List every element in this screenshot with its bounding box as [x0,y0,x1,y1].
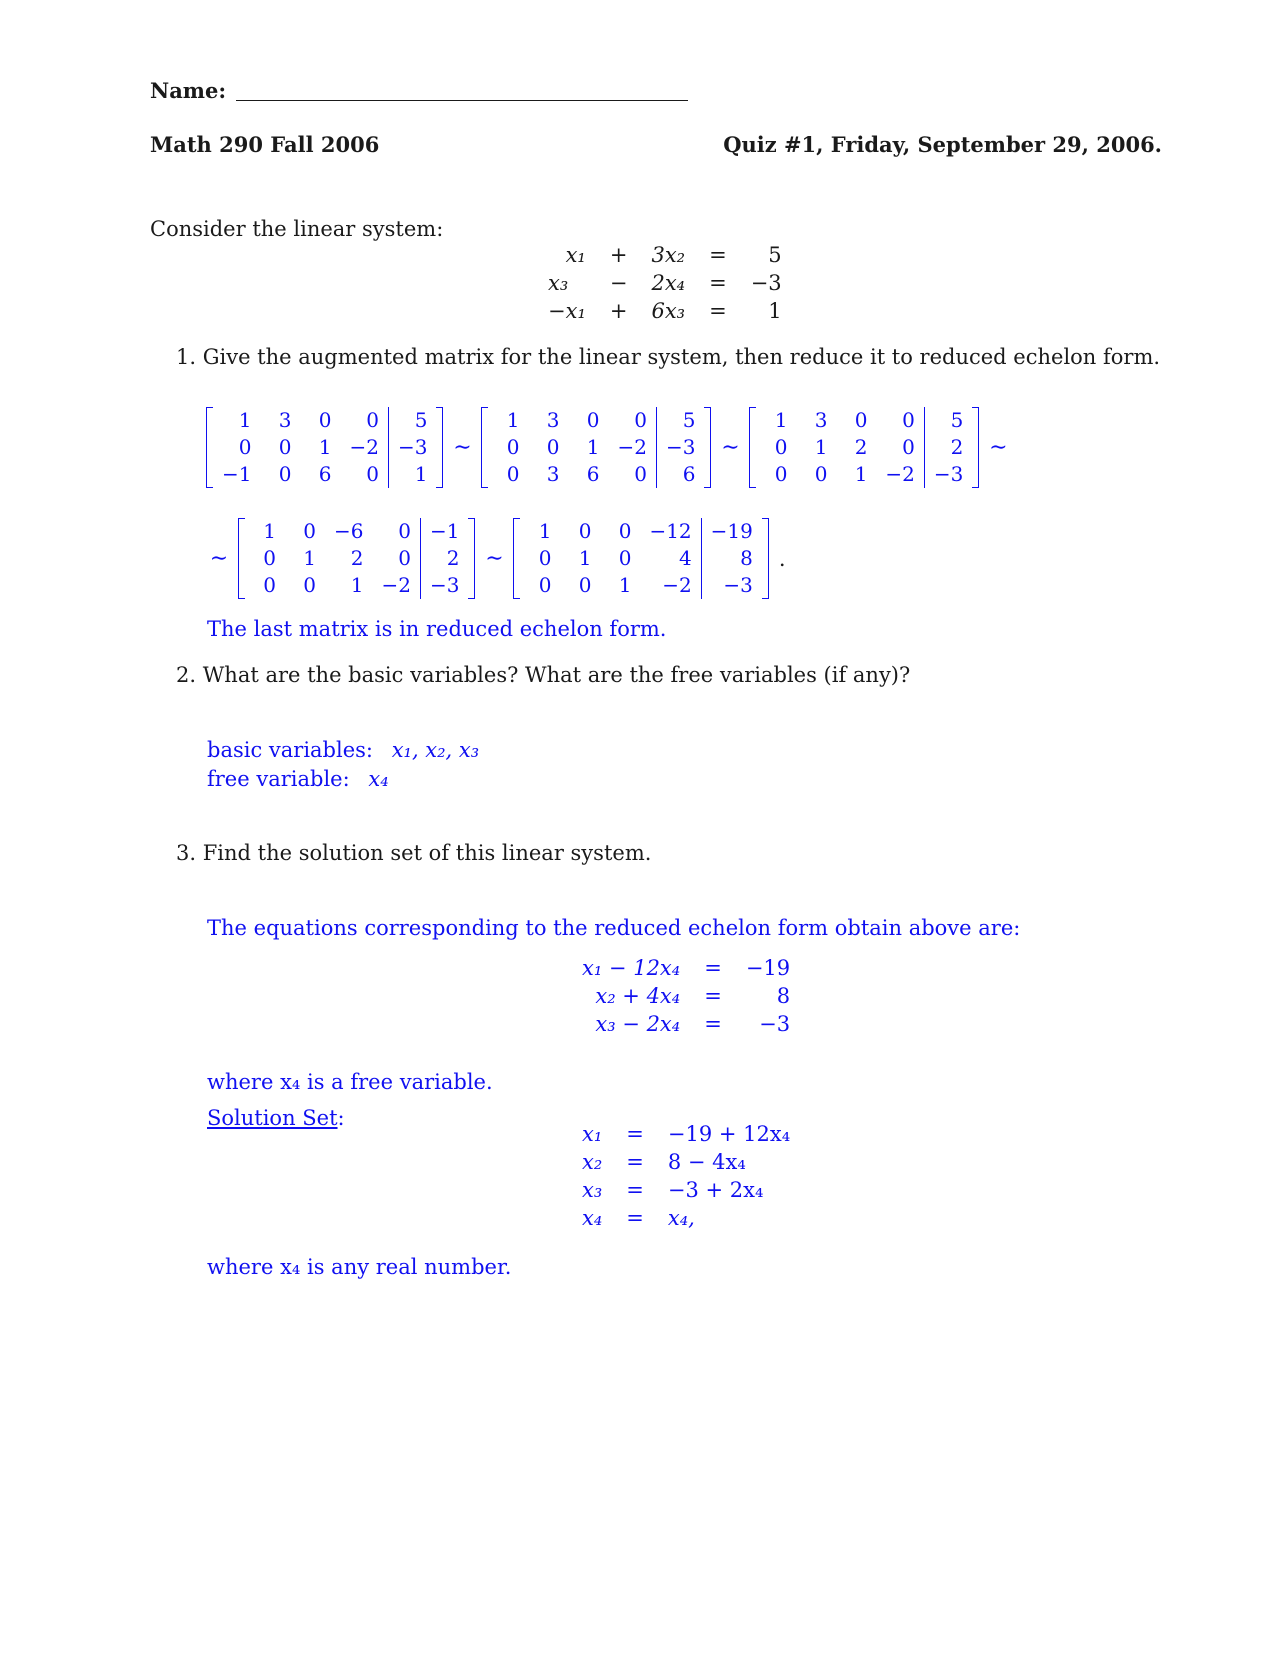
matrix-entry: −2 [340,434,388,461]
matrix-entry: 0 [238,435,252,459]
matrix-entry: 5 [950,408,964,432]
matrix-entry: 0 [303,519,316,543]
matrix-entry: 0 [876,434,924,461]
matrix-entry: 1 [538,519,552,543]
matrix-entry: −2 [608,434,656,461]
matrix-entry: −19 [710,519,753,543]
system-row [536,241,794,269]
matrix-row-2 [200,518,786,599]
solution-row: x₁ = −19 + 12x₄ [582,1122,791,1146]
system-rhs: 1 [768,299,782,323]
matrix-entry: 6 [586,462,600,486]
matrix-entry: 1 [774,408,788,432]
matrix-entry: 1 [814,435,828,459]
system-term: 6x₃ [651,299,686,323]
right-bracket [972,407,979,488]
matrix-entry: 2 [854,435,868,459]
solution-set-heading [207,1106,345,1130]
matrix-entry: 0 [506,462,520,486]
matrix-entry: 0 [340,461,388,488]
matrix-entry: 1 [586,435,600,459]
right-bracket [468,518,475,599]
matrix-entry: −1 [429,519,460,543]
matrix-entry: 3 [814,408,828,432]
matrix-entry: 0 [578,573,592,597]
matrix-entry: −3 [665,435,696,459]
matrix-entry: 0 [506,435,520,459]
matrix-entry: −2 [876,461,924,488]
name-label: Name: [150,78,227,103]
matrix-entry: 1 [578,546,592,570]
matrix-entry: −3 [723,573,753,597]
question-1-answer: The last matrix is in reduced echelon form. [207,617,667,641]
system-op: − [609,271,628,295]
matrix-entry: 0 [340,407,388,434]
period: . [778,546,786,571]
course-title: Math 290 Fall 2006 [150,132,380,157]
matrix-entry: 0 [303,573,316,597]
matrix-entry: 0 [608,461,656,488]
row-reduced-matrix [238,518,475,599]
matrix-entry: −3 [397,435,428,459]
system-eq: = [709,271,727,295]
row-equivalent-symbol: ∼ [721,435,740,460]
system-op: + [609,243,628,267]
matrix-entry: 1 [618,573,632,597]
matrix-entry: 0 [278,435,292,459]
solution-set-label: Solution Set [207,1106,338,1130]
system-term: −x₁ [548,299,586,323]
system-rhs: 5 [768,243,782,267]
matrix-entry: 0 [263,546,276,570]
matrix-entry: 1 [238,408,252,432]
left-bracket [481,407,488,488]
system-term: 2x₄ [651,271,686,295]
system-rhs: −3 [750,271,782,295]
left-bracket [238,518,245,599]
equation-row: x₁ − 12x₄ = −19 [582,956,791,980]
matrix-entry: 1 [506,408,520,432]
row-equivalent-symbol: ∼ [989,435,1008,460]
matrix-entry: 0 [372,518,420,545]
question-2-prompt: 2. What are the basic variables? What are the free variables (if any)? [176,663,911,687]
reduced-echelon-matrix [513,518,768,599]
row-equivalent-symbol: ∼ [209,546,229,571]
system-op: + [609,299,628,323]
quiz-title: Quiz #1, Friday, September 29, 2006. [723,132,1162,157]
matrix-entry: 0 [774,462,788,486]
free-variable-line [207,767,389,791]
system-term: 3x₂ [651,243,686,267]
matrix-entry: 1 [414,462,428,486]
free-variable-label: free variable: [207,767,350,791]
left-bracket [513,518,520,599]
matrix-entry: 0 [318,408,332,432]
free-variable-note: where x₄ is a free variable. [207,1070,493,1094]
matrix-entry: 0 [538,573,552,597]
matrix-entry: 0 [854,408,868,432]
matrix-entry: 1 [318,435,332,459]
row-equivalent-symbol: ∼ [485,546,504,571]
matrix-entry: 2 [350,546,364,570]
matrix-entry: −3 [933,462,964,486]
matrix-entry: −1 [222,462,252,486]
matrix-entry: 0 [578,519,592,543]
system-eq: = [709,243,727,267]
question-3-prompt: 3. Find the solution set of this linear system. [176,841,652,865]
matrix-entry: 0 [278,462,292,486]
right-bracket [704,407,711,488]
matrix-entry: 1 [263,519,276,543]
matrix-entry: 0 [263,573,276,597]
matrix-entry: 2 [950,435,964,459]
left-bracket [749,407,756,488]
matrix-entry: 3 [546,462,560,486]
question-1-prompt: 1. Give the augmented matrix for the linear system, then reduce it to reduced echelon form. [176,345,1161,369]
reduced-equations [570,954,802,1038]
matrix-entry: 0 [608,407,656,434]
basic-variables-value: x₁, x₂, x₃ [391,738,480,762]
matrix-entry: −3 [429,573,460,597]
intro-text: Consider the linear system: [150,217,444,241]
matrix-entry: 3 [546,408,560,432]
row-reduced-matrix [749,407,979,488]
name-field[interactable] [236,82,688,101]
system-term: x₁ [565,243,586,267]
matrix-entry: 1 [854,462,868,486]
matrix-entry: 2 [446,546,460,570]
matrix-entry: 5 [682,408,696,432]
row-reduced-matrix [481,407,711,488]
basic-variables-label: basic variables: [207,738,373,762]
solution-row: x₂ = 8 − 4x₄ [582,1150,746,1174]
equation-row: x₃ − 2x₄ = −3 [595,1012,791,1036]
basic-variables-line [207,738,479,762]
matrix-entry: 4 [640,545,701,572]
matrix-entry: 8 [740,546,753,570]
matrix-entry: 0 [618,546,632,570]
matrix-entry: 1 [303,546,316,570]
solution-set-colon: : [337,1106,345,1130]
right-bracket [436,407,443,488]
system-row [536,269,794,297]
matrix-entry: 1 [350,573,364,597]
solution-set [570,1120,802,1232]
matrix-entry: 0 [618,519,632,543]
solution-row: x₃ = −3 + 2x₄ [582,1178,764,1202]
matrix-entry: 0 [372,545,420,572]
matrix-entry: −2 [640,572,701,599]
row-equivalent-symbol: ∼ [453,435,472,460]
augmented-matrix [206,407,443,488]
system-row [536,297,794,325]
matrix-entry: 5 [414,408,428,432]
matrix-entry: 6 [318,462,332,486]
right-bracket [762,518,769,599]
matrix-entry: 0 [774,435,788,459]
real-number-note: where x₄ is any real number. [207,1255,512,1279]
matrix-entry: 3 [278,408,292,432]
solution-row: x₄ = x₄, [582,1206,695,1230]
matrix-entry: 0 [876,407,924,434]
system-term: x₃ [548,271,569,295]
equation-row: x₂ + 4x₄ = 8 [595,984,791,1008]
matrix-entry: 0 [814,462,828,486]
matrix-entry: −12 [640,518,701,545]
matrix-entry: 0 [538,546,552,570]
linear-system [536,241,794,325]
free-variable-value: x₄ [368,767,389,791]
matrix-row-1 [206,407,1017,488]
matrix-entry: 0 [546,435,560,459]
matrix-entry: −6 [334,519,364,543]
left-bracket [206,407,213,488]
system-eq: = [709,299,727,323]
equations-intro: The equations corresponding to the reduced echelon form obtain above are: [207,916,1021,940]
matrix-entry: −2 [372,572,420,599]
matrix-entry: 0 [586,408,600,432]
matrix-entry: 6 [682,462,696,486]
